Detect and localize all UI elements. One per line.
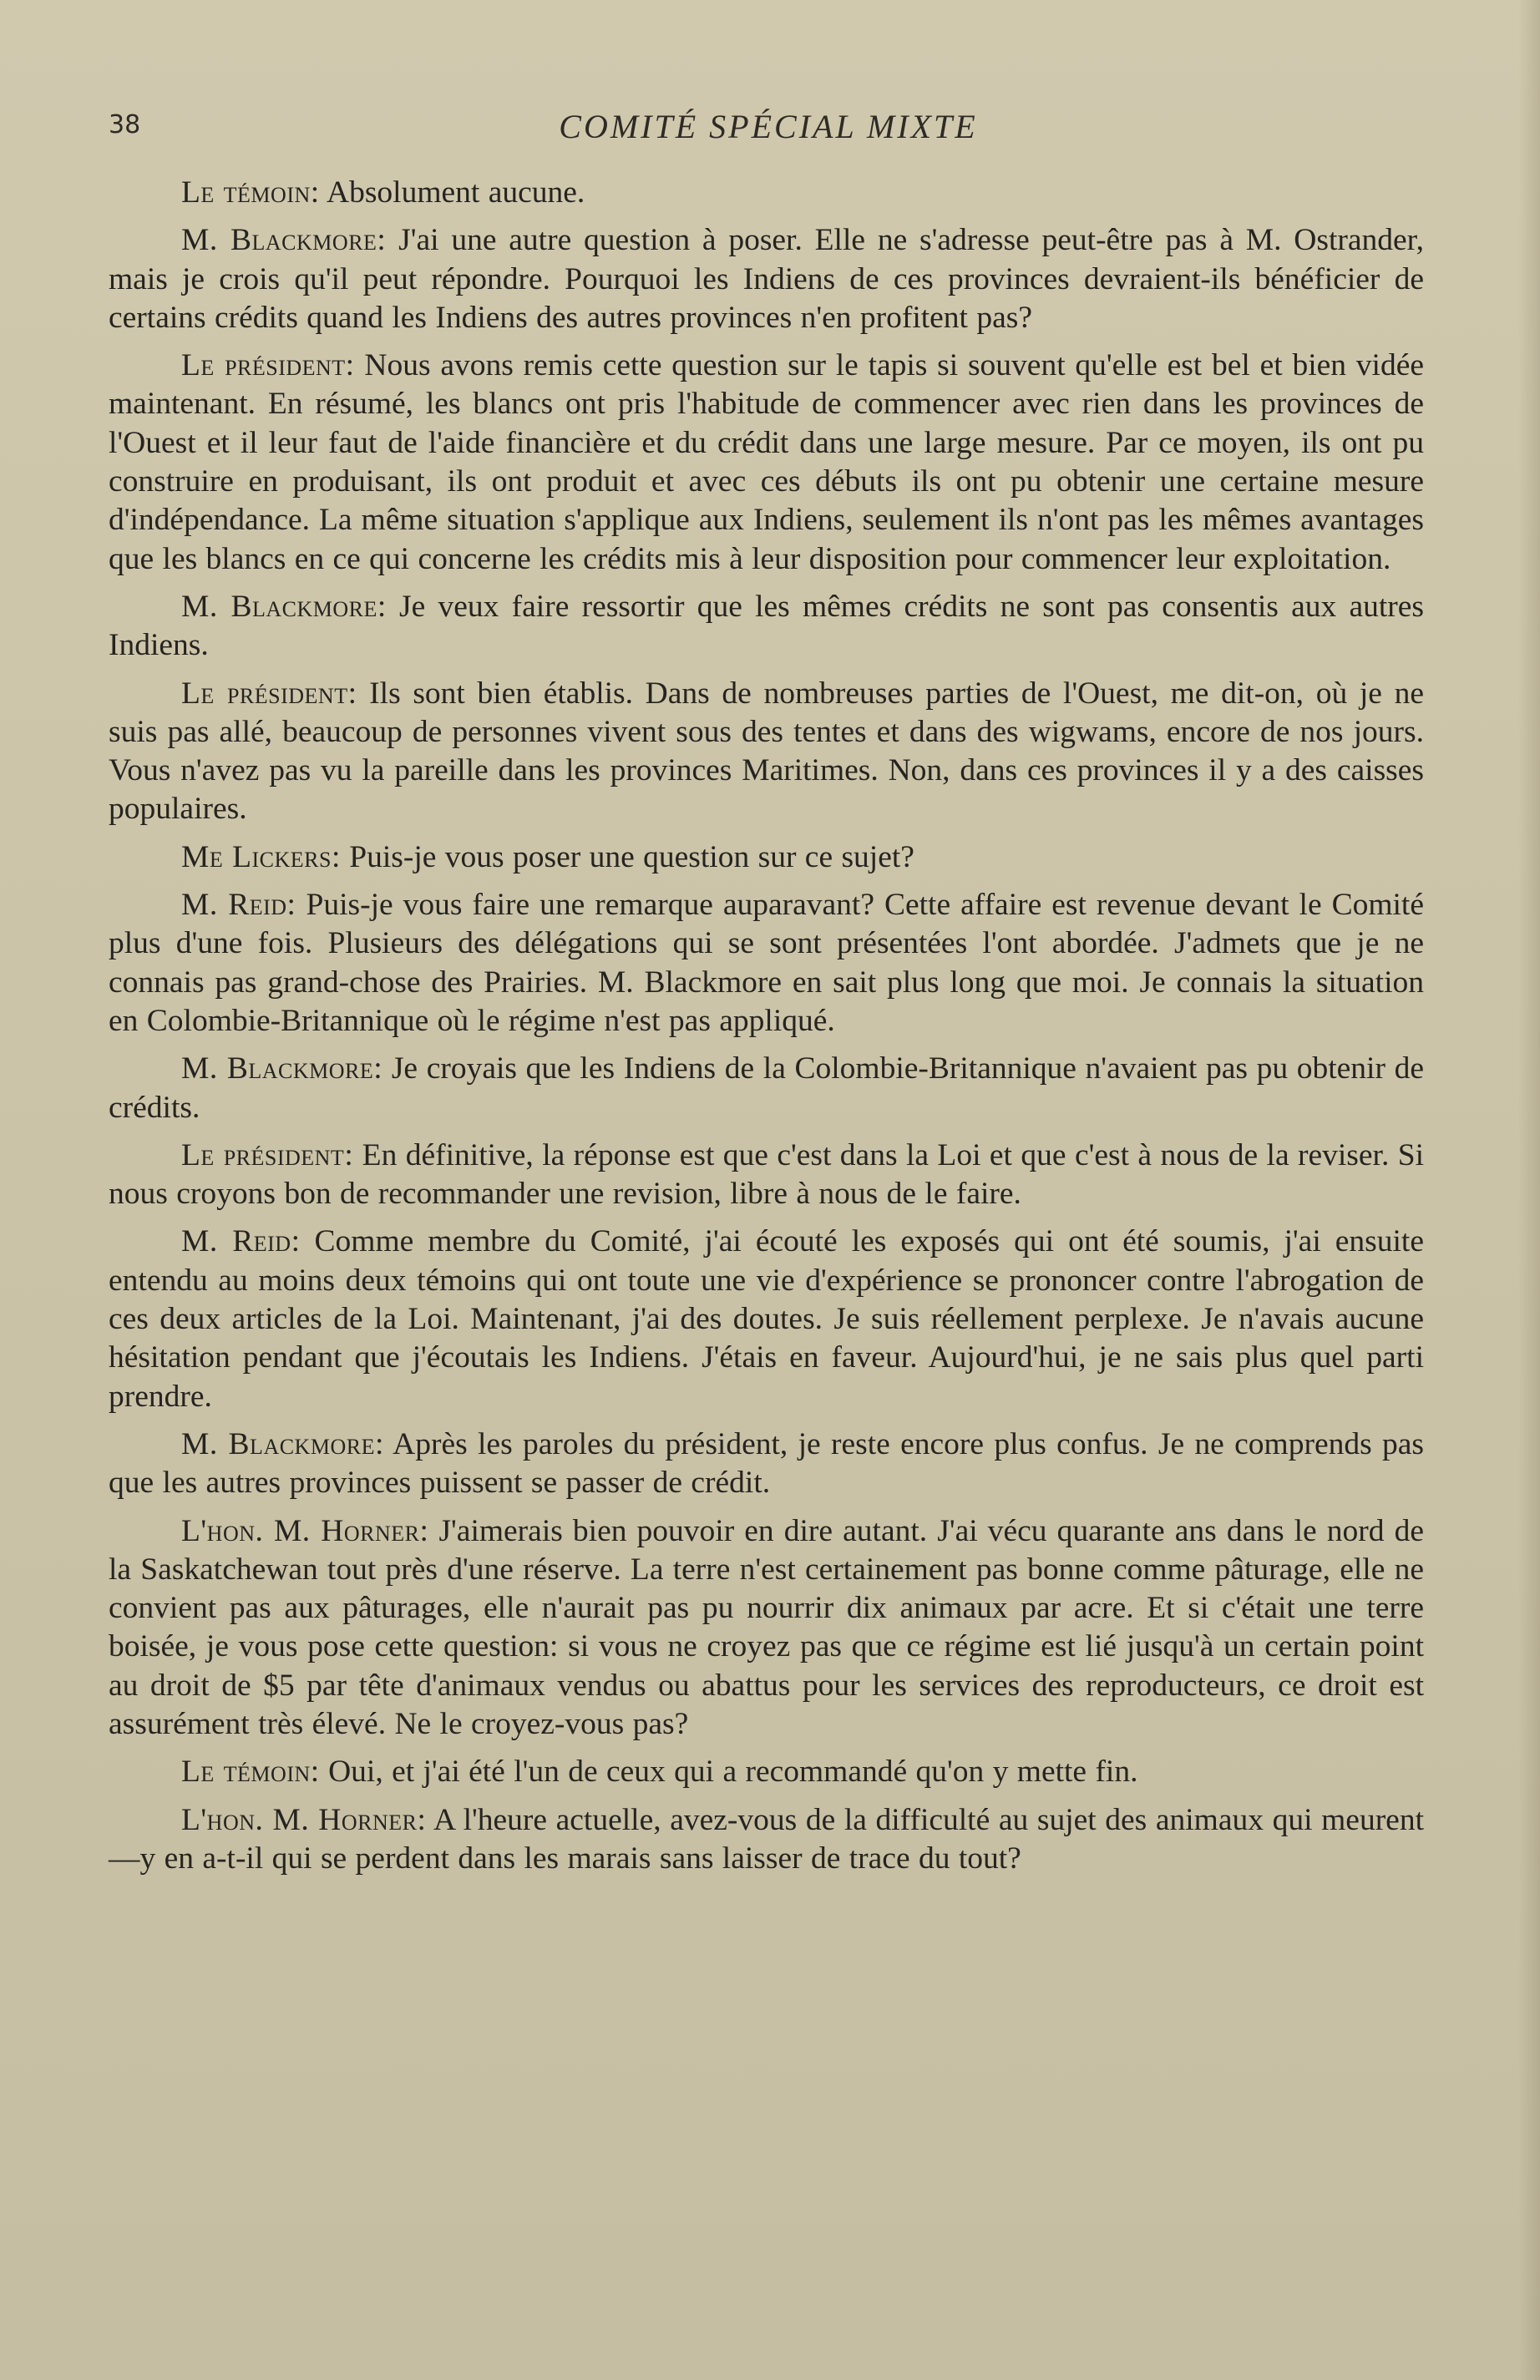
paragraph-text: Nous avons remis cette question sur le tapis si souvent qu'elle est bel et bien vidée maintenant. En résumé, les blancs ont pris l'habitude de commencer avec rien dans les provinces de l'Ouest et il leur faut de l'aide financière et du crédit dans une large mesure. Par ce moyen, ils ont pu construire en produisant, ils ont produit et avec ces débuts ils ont pu obtenir une certaine mesure d'indépendance. La même situation s'applique aux Indiens, seulement ils n'ont pas les mêmes avantages que les blancs en ce qui concerne les crédits mis à leur disposition pour commencer leur exploitation. (109, 348, 1424, 576)
paragraph-text: Je croyais que les Indiens de la Colombie-Britannique n'avaient pas pu obtenir de crédits. (109, 1051, 1424, 1125)
speaker-name: M. Blackmore: (181, 1426, 384, 1461)
running-head: COMITÉ SPÉCIAL MIXTE (559, 108, 978, 145)
paragraph-text: J'aimerais bien pouvoir en dire autant. J'ai vécu quarante ans dans le nord de la Saskatchewan tout près d'une réserve. La terre n'est certainement pas bonne comme pâturage, elle ne convient pas aux pâturages, elle n'aurait pas pu nourrir dix animaux par acre. Et si c'était une terre boisée, je vous pose cette question: si vous ne croyez pas que ce régime est lié jusqu'à un certain point au droit de $5 par tête d'animaux vendus ou abattus pour les services des reproducteurs, ce droit est assurément très élevé. Ne le croyez-vous pas? (109, 1513, 1424, 1741)
page-edge-shadow (1518, 0, 1540, 2380)
paragraph-text: Oui, et j'ai été l'un de ceux qui a recommandé qu'on y mette fin. (319, 1755, 1138, 1790)
paragraph (109, 1137, 1424, 1214)
paragraph-text: En définitive, la réponse est que c'est dans la Loi et que c'est à nous de la reviser. Si nous croyons bon de recommander une revision, libre à nous de le faire. (109, 1137, 1425, 1212)
paragraph (109, 221, 1424, 337)
speaker-name: Le président: (181, 348, 355, 383)
speaker-name: Le président: (181, 676, 357, 711)
paragraph-text: Comme membre du Comité, j'ai écouté les exposés qui ont été soumis, j'ai ensuite entendu au moins deux témoins qui ont toute une vie d'expérience se prononcer contre l'abrogation de ces deux articles de la Loi. Maintenant, j'ai des doutes. Je suis réellement perplexe. Je n'avais aucune hésitation pendant que j'écoutais les Indiens. J'étais en faveur. Aujourd'hui, je ne sais plus quel parti prendre. (109, 1224, 1424, 1414)
paragraph (109, 1512, 1424, 1744)
paragraph (109, 675, 1424, 829)
paragraph-text: Puis-je vous faire une remarque auparavant? Cette affaire est revenue devant le Comité plus d'une fois. Plusieurs des délégations qui se sont présentées l'ont abordée. J'admets que je ne connais pas grand-chose des Prairies. M. Blackmore en sait plus long que moi. Je connais la situation en Colombie-Britannique où le régime n'est pas appliqué. (109, 888, 1424, 1038)
paragraph (109, 1753, 1424, 1791)
speaker-name: Le témoin: (181, 1755, 320, 1790)
paragraph (109, 174, 1424, 212)
paragraph-text: Je veux faire ressortir que les mêmes crédits ne sont pas consentis aux autres Indiens. (109, 589, 1424, 663)
paragraph (109, 838, 1424, 877)
speaker-name: Le témoin: (181, 175, 320, 210)
paragraph-text: Ils sont bien établis. Dans de nombreuses parties de l'Ouest, me dit-on, où je ne suis pas allé, beaucoup de personnes vivent sous des tentes et dans des wigwams, encore de nos jours. Vous n'avez pas vu la pareille dans les provinces Maritimes. Non, dans ces provinces il y a des caisses populaires. (109, 676, 1425, 827)
speaker-name: Le président: (181, 1137, 354, 1172)
paragraph-text: Absolument aucune. (319, 175, 585, 210)
paragraph (109, 1425, 1424, 1503)
paragraph-text: Puis-je vous poser une question sur ce sujet? (340, 839, 914, 874)
paragraph (109, 886, 1424, 1041)
paragraph (109, 1223, 1424, 1415)
paragraph (109, 588, 1424, 666)
transcript-body (109, 174, 1424, 1887)
speaker-name: M. Blackmore: (181, 223, 387, 258)
page-number: 38 (109, 110, 141, 139)
speaker-name: M. Blackmore: (181, 1051, 383, 1086)
speaker-name: L'hon. M. Horner: (181, 1802, 427, 1837)
paragraph (109, 347, 1424, 579)
speaker-name: L'hon. M. Horner: (181, 1513, 429, 1548)
paragraph (109, 1050, 1424, 1127)
speaker-name: Me Lickers: (181, 839, 341, 874)
paragraph-text: A l'heure actuelle, avez-vous de la difficulté au sujet des animaux qui meurent—y en a-t-il qui se perdent dans les marais sans laisser de trace du tout? (109, 1802, 1424, 1876)
speaker-name: M. Reid: (181, 1224, 301, 1259)
paragraph (109, 1801, 1424, 1879)
speaker-name: M. Reid: (181, 888, 296, 923)
page-header (109, 99, 1428, 149)
speaker-name: M. Blackmore: (181, 589, 387, 624)
paragraph-text: J'ai une autre question à poser. Elle ne s'adresse peut-être pas à M. Ostrander, mais je crois qu'il peut répondre. Pourquoi les Indiens de ces provinces devraient-ils bénéficier de certains crédits quand les Indiens des autres provinces n'en profitent pas? (109, 223, 1424, 335)
paragraph-text: Après les paroles du président, je reste encore plus confus. Je ne comprends pas que les autres provinces puissent se passer de crédit. (109, 1426, 1424, 1501)
